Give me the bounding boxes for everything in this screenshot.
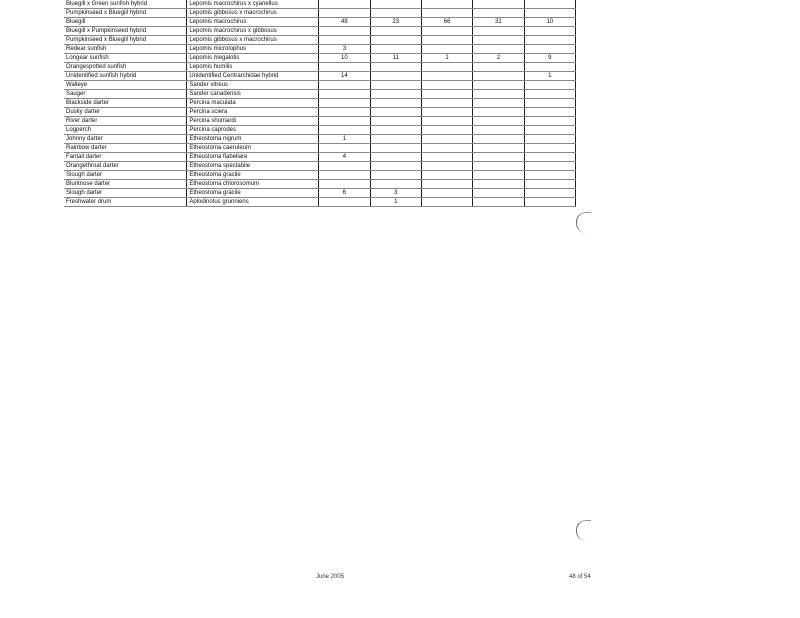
table-row	[64, 0, 576, 9]
count-cell	[370, 117, 421, 126]
count-cell	[319, 63, 370, 72]
table-row	[64, 162, 576, 171]
count-cell	[524, 135, 575, 144]
count-cell	[370, 162, 421, 171]
count-cell	[524, 144, 575, 153]
scientific-name-cell: Percina caprodes	[187, 126, 319, 135]
table-row	[64, 54, 576, 63]
common-name-cell: Logperch	[64, 126, 187, 135]
count-cell	[421, 189, 472, 198]
count-cell: 2	[473, 54, 524, 63]
table-row	[64, 27, 576, 36]
count-cell	[370, 171, 421, 180]
count-cell	[370, 180, 421, 189]
scientific-name-cell: Etheostoma gracile	[187, 189, 319, 198]
table-row	[64, 81, 576, 90]
table-body	[64, 0, 576, 207]
count-cell	[421, 63, 472, 72]
count-cell	[421, 81, 472, 90]
count-cell	[370, 99, 421, 108]
count-cell: 1	[524, 72, 575, 81]
table-row	[64, 144, 576, 153]
count-cell	[473, 135, 524, 144]
common-name-cell: Orangespotted sunfish	[64, 63, 187, 72]
count-cell: 66	[421, 18, 472, 27]
scientific-name-cell: Etheostoma spectabile	[187, 162, 319, 171]
count-cell	[524, 9, 575, 18]
count-cell	[524, 198, 575, 207]
count-cell	[524, 99, 575, 108]
count-cell	[524, 36, 575, 45]
scientific-name-cell: Etheostoma chlorosomum	[187, 180, 319, 189]
count-cell	[421, 45, 472, 54]
count-cell	[524, 81, 575, 90]
count-cell	[473, 144, 524, 153]
count-cell: 6	[319, 189, 370, 198]
count-cell	[473, 0, 524, 9]
count-cell	[524, 153, 575, 162]
common-name-cell: Orangethroat darter	[64, 162, 187, 171]
table-row	[64, 171, 576, 180]
common-name-cell: Walleye	[64, 81, 187, 90]
count-cell	[370, 63, 421, 72]
table-row	[64, 99, 576, 108]
table-row	[64, 108, 576, 117]
scientific-name-cell: Lepomis megalotis	[187, 54, 319, 63]
count-cell	[524, 117, 575, 126]
count-cell	[319, 144, 370, 153]
table-row	[64, 18, 576, 27]
count-cell	[421, 0, 472, 9]
common-name-cell: Fantail darter	[64, 153, 187, 162]
common-name-cell: Bluegill x Green sunfish hybrid	[64, 0, 187, 9]
common-name-cell: Pumpkinseed x Bluegill hybrid	[64, 36, 187, 45]
count-cell	[319, 9, 370, 18]
count-cell	[473, 9, 524, 18]
common-name-cell: Slough darter	[64, 171, 187, 180]
scientific-name-cell: Lepomis gibbosus x macrochirus	[187, 9, 319, 18]
common-name-cell: Freshwater drum	[64, 198, 187, 207]
count-cell: 3	[370, 189, 421, 198]
count-cell	[524, 162, 575, 171]
count-cell	[421, 72, 472, 81]
scientific-name-cell: Lepomis gibbosus x macrochirus	[187, 36, 319, 45]
scientific-name-cell: Sander canadensis	[187, 90, 319, 99]
count-cell	[524, 180, 575, 189]
count-cell	[370, 153, 421, 162]
table-row	[64, 72, 576, 81]
count-cell	[524, 27, 575, 36]
count-cell	[370, 72, 421, 81]
count-cell	[370, 9, 421, 18]
count-cell	[319, 117, 370, 126]
count-cell: 14	[319, 72, 370, 81]
count-cell	[473, 108, 524, 117]
count-cell	[473, 45, 524, 54]
count-cell	[319, 99, 370, 108]
common-name-cell: Pumpkinseed x Bluegill hybrid	[64, 9, 187, 18]
count-cell	[319, 90, 370, 99]
count-cell	[524, 189, 575, 198]
count-cell	[524, 108, 575, 117]
count-cell	[473, 189, 524, 198]
common-name-cell: Rainbow darter	[64, 144, 187, 153]
count-cell	[319, 108, 370, 117]
count-cell	[319, 126, 370, 135]
scientific-name-cell: Sander vitreus	[187, 81, 319, 90]
count-cell	[370, 108, 421, 117]
count-cell	[421, 108, 472, 117]
count-cell: 10	[524, 18, 575, 27]
count-cell	[524, 63, 575, 72]
count-cell: 1	[370, 198, 421, 207]
count-cell: 48	[319, 18, 370, 27]
count-cell	[370, 45, 421, 54]
count-cell	[473, 162, 524, 171]
count-cell	[319, 198, 370, 207]
count-cell	[370, 144, 421, 153]
scientific-name-cell: Etheostoma nigrum	[187, 135, 319, 144]
table-row	[64, 135, 576, 144]
scientific-name-cell: Unidentified Centrarchidae hybrid	[187, 72, 319, 81]
count-cell	[524, 0, 575, 9]
count-cell	[421, 27, 472, 36]
count-cell	[319, 162, 370, 171]
common-name-cell: Longear sunfish	[64, 54, 187, 63]
count-cell	[319, 81, 370, 90]
count-cell: 4	[319, 153, 370, 162]
common-name-cell: Unidentified sunfish hybrid	[64, 72, 187, 81]
count-cell	[473, 81, 524, 90]
count-cell	[319, 36, 370, 45]
scientific-name-cell: Percina sciera	[187, 108, 319, 117]
count-cell	[421, 9, 472, 18]
table-row	[64, 198, 576, 207]
common-name-cell: Sauger	[64, 90, 187, 99]
scientific-name-cell: Etheostoma gracile	[187, 171, 319, 180]
count-cell: 23	[370, 18, 421, 27]
table-row	[64, 36, 576, 45]
count-cell	[421, 180, 472, 189]
count-cell	[473, 99, 524, 108]
count-cell	[319, 171, 370, 180]
count-cell	[319, 0, 370, 9]
count-cell	[319, 180, 370, 189]
table-row	[64, 90, 576, 99]
common-name-cell: River darter	[64, 117, 187, 126]
count-cell	[473, 63, 524, 72]
common-name-cell: Slough darter	[64, 189, 187, 198]
scientific-name-cell: Lepomis macrochirus	[187, 18, 319, 27]
common-name-cell: Johnny darter	[64, 135, 187, 144]
count-cell	[421, 117, 472, 126]
count-cell: 1	[421, 54, 472, 63]
count-cell	[473, 72, 524, 81]
count-cell	[421, 135, 472, 144]
binding-hole-mark	[576, 520, 591, 541]
count-cell	[473, 90, 524, 99]
count-cell	[370, 36, 421, 45]
scientific-name-cell: Percina maculata	[187, 99, 319, 108]
count-cell	[421, 144, 472, 153]
scientific-name-cell: Etheostoma flabellare	[187, 153, 319, 162]
scientific-name-cell: Percina shumardi	[187, 117, 319, 126]
common-name-cell: Blackside darter	[64, 99, 187, 108]
footer-page-number: 48 of 54	[569, 574, 591, 580]
count-cell	[473, 27, 524, 36]
table-row	[64, 45, 576, 54]
scientific-name-cell: Lepomis macrochirus x cyanellus	[187, 0, 319, 9]
count-cell	[421, 198, 472, 207]
table-row	[64, 126, 576, 135]
count-cell	[421, 171, 472, 180]
count-cell	[473, 180, 524, 189]
count-cell	[370, 27, 421, 36]
common-name-cell: Redear sunfish	[64, 45, 187, 54]
count-cell	[473, 153, 524, 162]
count-cell: 9	[524, 54, 575, 63]
common-name-cell: Bluntnose darter	[64, 180, 187, 189]
count-cell	[473, 126, 524, 135]
table-row	[64, 153, 576, 162]
scientific-name-cell: Lepomis microlophus	[187, 45, 319, 54]
binding-hole-mark	[576, 212, 591, 233]
common-name-cell: Dusky darter	[64, 108, 187, 117]
count-cell: 11	[370, 54, 421, 63]
count-cell: 31	[473, 18, 524, 27]
count-cell	[524, 126, 575, 135]
scientific-name-cell: Lepomis macrochirus x gibbosus	[187, 27, 319, 36]
count-cell: 10	[319, 54, 370, 63]
common-name-cell: Bluegill	[64, 18, 187, 27]
count-cell: 3	[319, 45, 370, 54]
scientific-name-cell: Lepomis humilis	[187, 63, 319, 72]
count-cell	[421, 126, 472, 135]
count-cell	[319, 27, 370, 36]
count-cell: 1	[319, 135, 370, 144]
table-row	[64, 180, 576, 189]
scientific-name-cell: Etheostoma caeruleum	[187, 144, 319, 153]
count-cell	[473, 198, 524, 207]
count-cell	[524, 171, 575, 180]
table-row	[64, 189, 576, 198]
count-cell	[473, 117, 524, 126]
scientific-name-cell: Aplodinotus grunniens	[187, 198, 319, 207]
count-cell	[524, 90, 575, 99]
count-cell	[473, 36, 524, 45]
count-cell	[421, 36, 472, 45]
footer-date: June 2005	[316, 574, 345, 580]
species-count-table	[64, 0, 576, 207]
count-cell	[421, 153, 472, 162]
table-row	[64, 9, 576, 18]
count-cell	[524, 45, 575, 54]
table-row	[64, 63, 576, 72]
count-cell	[370, 0, 421, 9]
count-cell	[421, 99, 472, 108]
count-cell	[370, 126, 421, 135]
count-cell	[421, 162, 472, 171]
count-cell	[473, 171, 524, 180]
count-cell	[421, 90, 472, 99]
common-name-cell: Bluegill x Pumpkinseed hybrid	[64, 27, 187, 36]
count-cell	[370, 90, 421, 99]
table-row	[64, 117, 576, 126]
count-cell	[370, 81, 421, 90]
count-cell	[370, 135, 421, 144]
